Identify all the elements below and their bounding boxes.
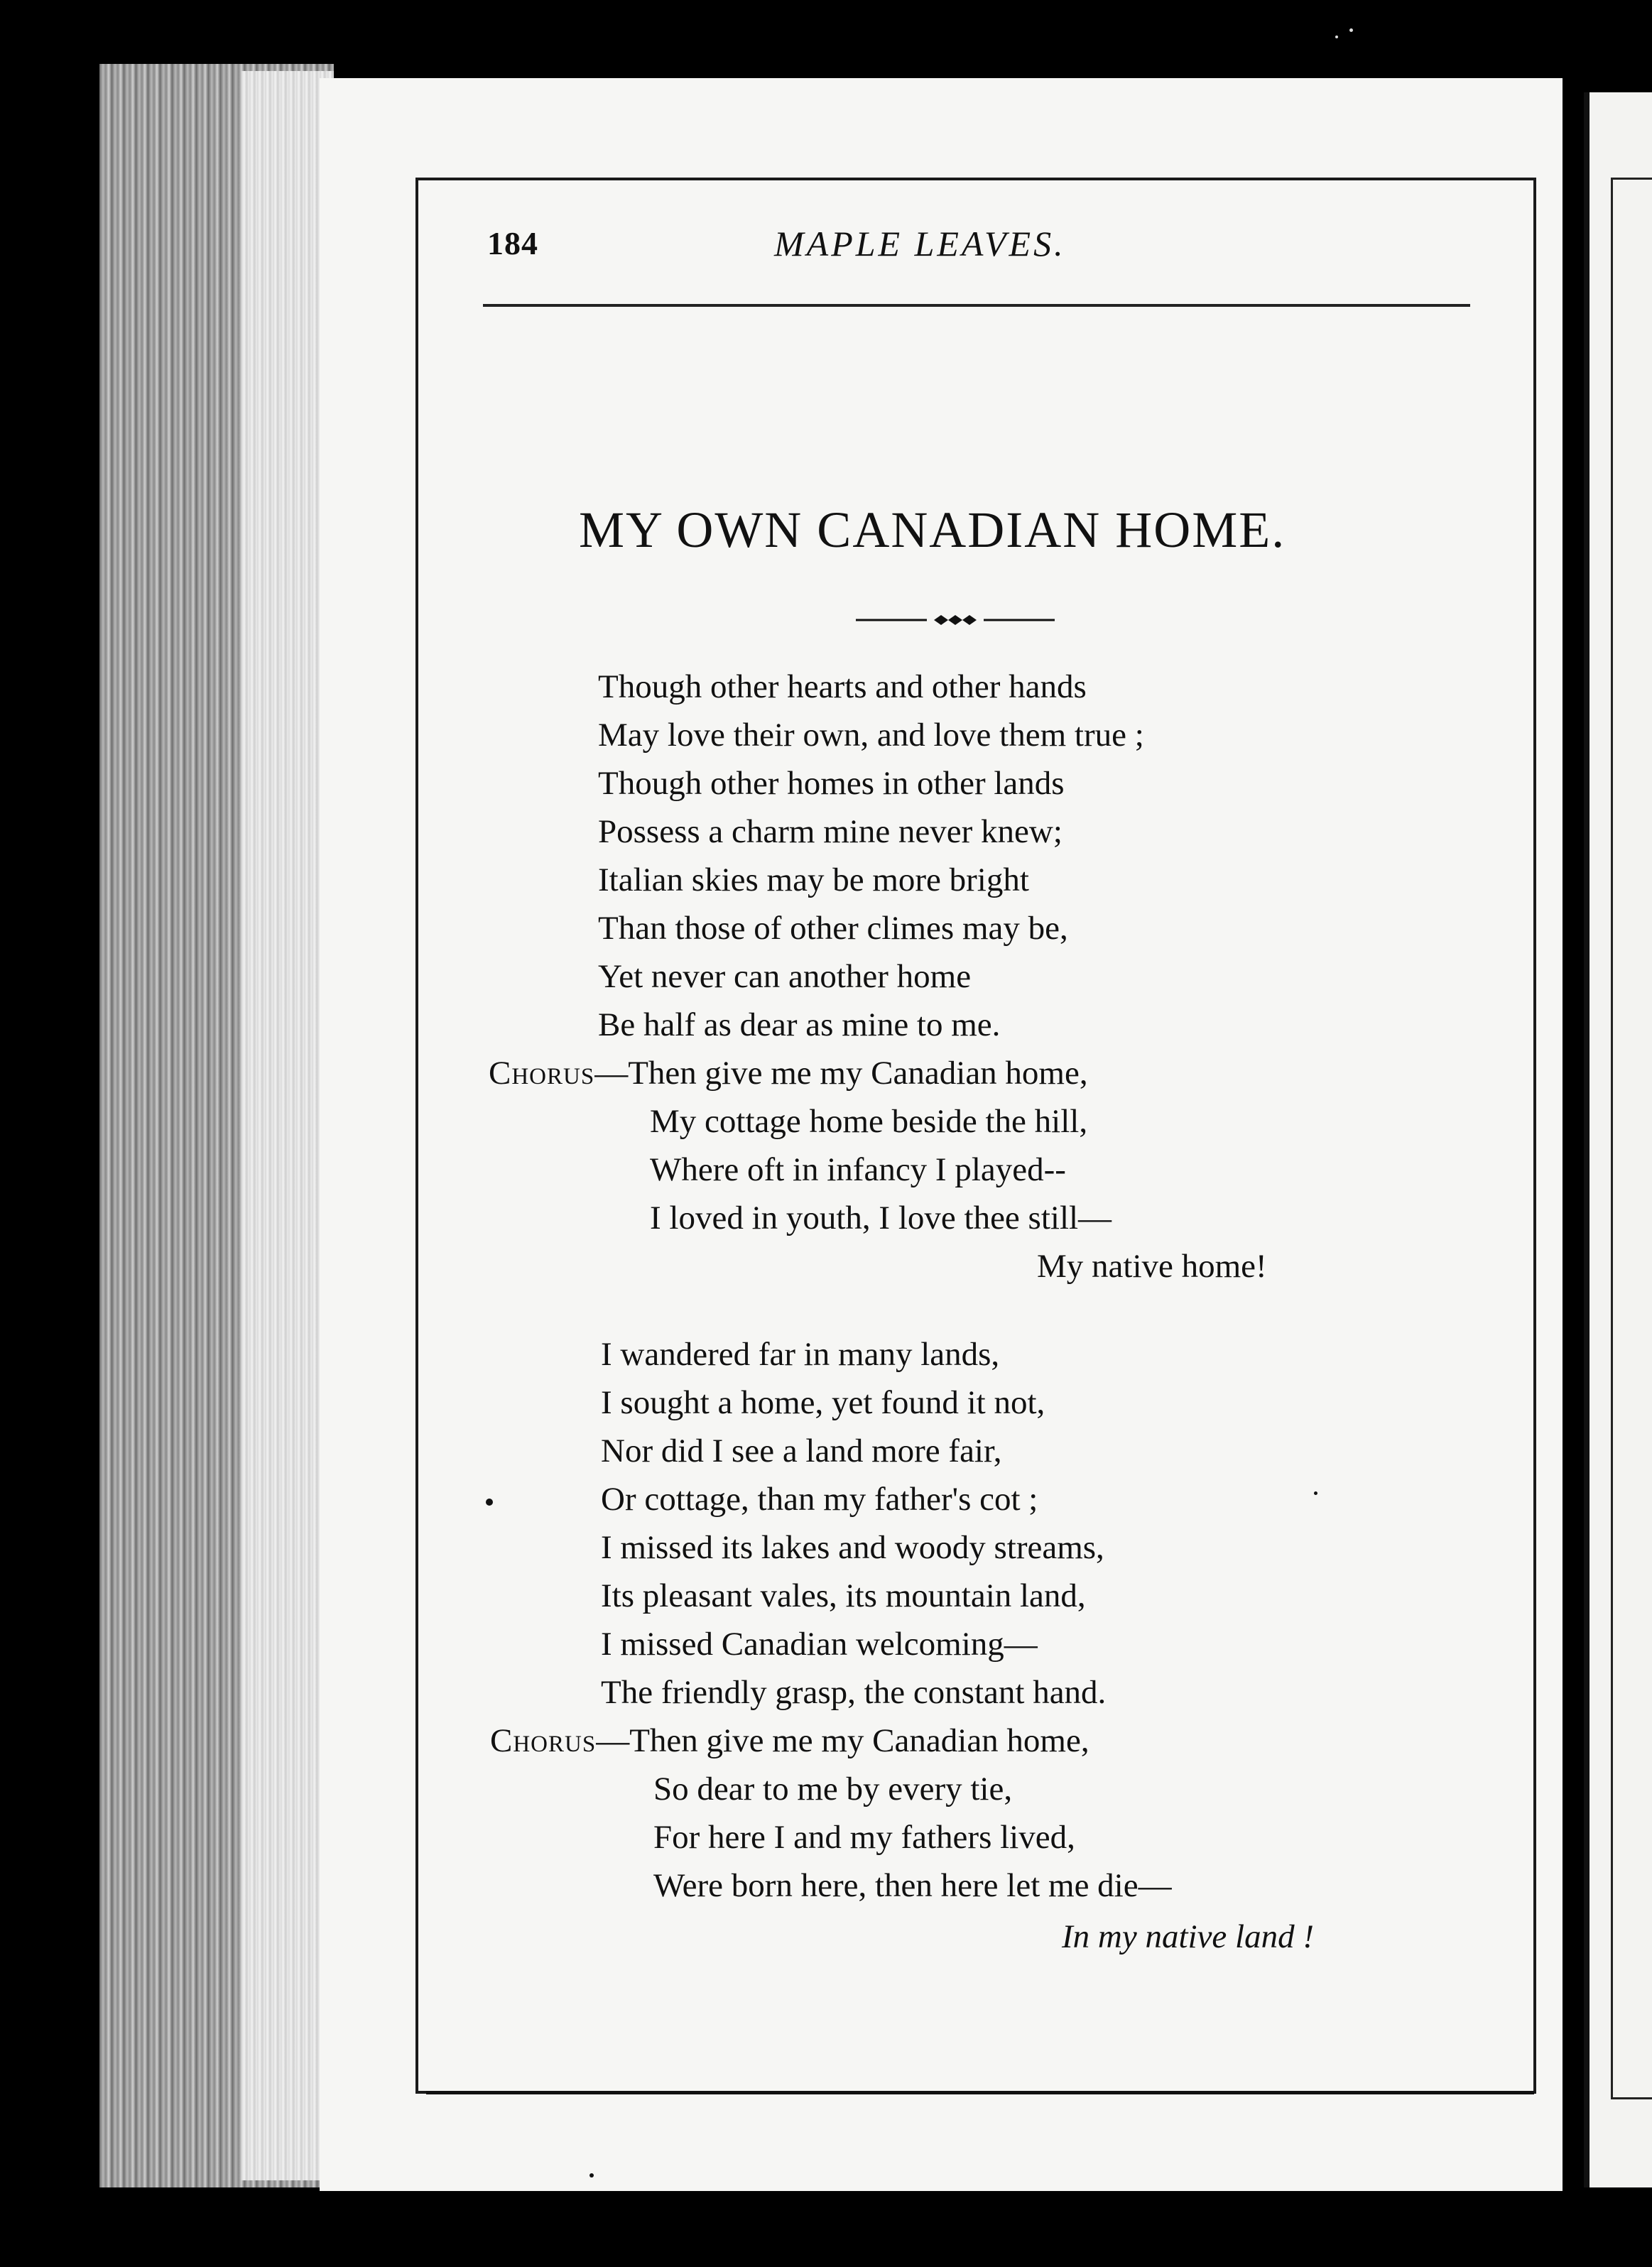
chorus2-label: Chorus [490,1722,597,1759]
scan-speck [1335,36,1338,38]
chorus2-line-3: For here I and my fathers lived, [653,1819,1075,1856]
chorus2-first-line [490,1722,1089,1760]
stanza1-line-4: Possess a charm mine never knew; [598,813,1063,850]
stanza1-line-1: Though other hearts and other hands [598,668,1087,705]
stanza2-line-1: I wandered far in many lands, [601,1336,1000,1373]
stanza1-line-2: May love their own, and love them true ; [598,717,1144,754]
chorus1-label: Chorus [489,1055,595,1092]
stanza1-line-7: Yet never can another home [598,958,972,995]
running-head-title: MAPLE LEAVES. [774,224,1066,263]
page-number: 184 [487,225,538,261]
scan-speck [1349,28,1353,32]
stanza2-line-2: I sought a home, yet found it not, [601,1384,1045,1421]
chorus1-first-text: —Then give me my Canadian home, [594,1055,1088,1092]
stanza2-line-5: I missed its lakes and woody streams, [601,1529,1104,1566]
scan-speck [486,1499,493,1506]
chorus2-line-2: So dear to me by every tie, [653,1771,1013,1807]
stanza2-line-6: Its pleasant vales, its mountain land, [601,1577,1086,1614]
stanza1-line-3: Though other homes in other lands [598,765,1065,802]
facing-page-border [1611,178,1652,2099]
stanza2-line-8: The friendly grasp, the constant hand. [601,1674,1107,1711]
title-ornament [856,609,1055,631]
chorus1-line-2: My cottage home beside the hill, [650,1103,1088,1140]
chorus2-line-4: Were born here, then here let me die— [653,1867,1172,1904]
chorus1-close: My native home! [1037,1248,1267,1285]
scan-speck [589,2173,594,2178]
stanza2-line-3: Nor did I see a land more fair, [601,1432,1002,1469]
chorus2-close: In my native land ! [1062,1918,1315,1955]
header-rule [483,304,1470,307]
stanza2-line-4: Or cottage, than my father's cot ; [601,1481,1038,1518]
stanza2-line-7: I missed Canadian welcoming— [601,1626,1038,1663]
stanza1-line-6: Than those of other climes may be, [598,910,1068,947]
frame-bottom-rule [426,2091,1534,2094]
chorus1-first-line [489,1054,1088,1092]
stanza1-line-5: Italian skies may be more bright [598,861,1029,898]
chorus1-line-3: Where oft in infancy I played-- [650,1151,1066,1188]
chorus2-first-text: —Then give me my Canadian home, [596,1722,1089,1759]
poem-title: MY OWN CANADIAN HOME. [579,501,1286,558]
stanza1-line-8: Be half as dear as mine to me. [598,1006,1001,1043]
facing-page-edge [1584,92,1652,2187]
chorus1-line-4: I loved in youth, I love thee still— [650,1200,1112,1236]
scan-speck [1314,1491,1317,1495]
